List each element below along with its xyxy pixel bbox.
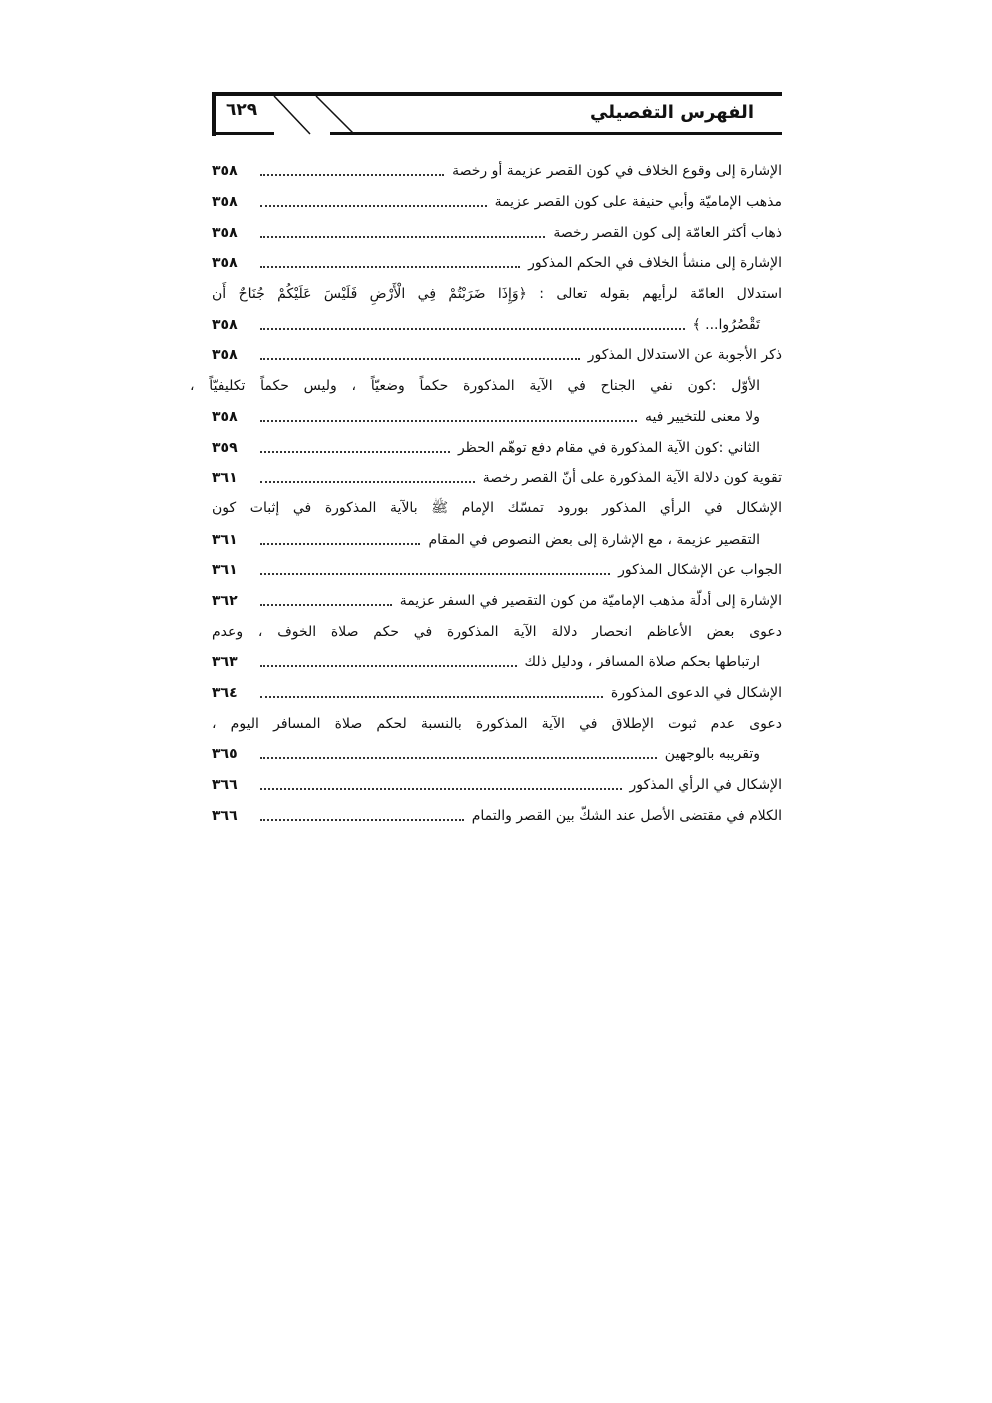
dot-leader: [260, 420, 637, 422]
toc-page-number: ٣٥٨: [212, 316, 238, 333]
dot-leader: [260, 358, 580, 360]
dot-leader: [260, 481, 475, 483]
toc-page-number: ٣٦١: [212, 470, 238, 487]
toc-page-number: ٣٦٣: [212, 654, 238, 671]
toc-entry: [212, 279, 782, 340]
toc-entry-text: التقصير عزيمة ، مع الإشارة إلى بعض النصوص في المقام: [420, 532, 782, 548]
dot-leader: [260, 236, 545, 238]
toc-page-number: ٣٦٥: [212, 746, 238, 763]
dot-leader: [260, 451, 450, 453]
dot-leader: [260, 174, 444, 176]
toc-page-number: ٣٦١: [212, 531, 238, 548]
toc-entry: [212, 708, 782, 769]
toc-entry: [212, 678, 782, 709]
toc-page-number: ٣٥٨: [212, 347, 238, 364]
toc-entry: [212, 340, 782, 371]
toc-page-number: ٣٦٦: [212, 777, 238, 794]
toc-page-number: ٣٦٢: [212, 592, 238, 609]
toc-entry: [212, 800, 782, 831]
toc-page-number: ٣٥٩: [212, 439, 238, 456]
toc-entry: [212, 187, 782, 218]
toc-entry-text: ارتباطها بحكم صلاة المسافر ، ودليل ذلك: [517, 654, 782, 670]
toc-entry-text: الإشارة إلى منشأ الخلاف في الحكم المذكور: [520, 255, 782, 271]
toc-page-number: ٣٦٦: [212, 807, 238, 824]
toc-entry-text: الأوّل :كون نفي الجناح في الآية المذكورة حكماً وضعيّاً ، وليس حكماً تكليفيّاً ،: [190, 378, 782, 394]
toc-entry: [212, 494, 782, 555]
toc-entry-text: مذهب الإماميّة وأبي حنيفة على كون القصر عزيمة: [487, 194, 782, 210]
toc-entry-text: الإشكال في الرأي المذكور بورود تمسّك الإمام ﷺ بالآية المذكورة في إثبات كون: [212, 499, 782, 519]
table-of-contents: [190, 156, 782, 831]
dot-leader: [260, 205, 487, 207]
toc-entry-text: وتقريبه بالوجهين: [657, 746, 782, 762]
toc-entry-text: الإشكال في الرأي المذكور: [622, 777, 782, 793]
toc-page-number: ٣٥٨: [212, 163, 238, 180]
dot-leader: [260, 788, 622, 790]
toc-entry: [212, 248, 782, 279]
toc-entry-text: ذهاب أكثر العامّة إلى كون القصر رخصة: [545, 225, 782, 241]
toc-page-number: ٣٥٨: [212, 408, 238, 425]
toc-entry-text: دعوى عدم ثبوت الإطلاق في الآية المذكورة بالنسبة لحكم صلاة المسافر اليوم ،: [212, 715, 782, 732]
toc-entry-text: الإشارة إلى وقوع الخلاف في كون القصر عزيمة أو رخصة: [444, 163, 782, 179]
toc-entry: [212, 586, 782, 617]
page-number: ٦٢٩: [226, 100, 258, 120]
toc-entry-text: الجواب عن الإشكال المذكور: [610, 562, 782, 578]
toc-entry: [212, 217, 782, 248]
toc-entry-text: دعوى بعض الأعاظم انحصار دلالة الآية المذكورة في حكم صلاة الخوف ، وعدم: [212, 623, 782, 640]
toc-entry: [212, 432, 782, 463]
toc-entry-text: ولا معنى للتخيير فيه: [637, 409, 782, 425]
dot-leader: [260, 757, 657, 759]
dot-leader: [260, 604, 392, 606]
toc-entry-text: الإشارة إلى أدلّة مذهب الإماميّة من كون التقصير في السفر عزيمة: [392, 593, 782, 609]
dot-leader: [260, 696, 603, 698]
toc-page-number: ٣٥٨: [212, 224, 238, 241]
toc-entry: [212, 616, 782, 677]
dot-leader: [260, 543, 420, 545]
toc-entry-text: الكلام في مقتضى الأصل عند الشكّ بين القصر والتمام: [464, 808, 782, 824]
dot-leader: [260, 573, 610, 575]
toc-page-number: ٣٥٨: [212, 194, 238, 211]
dot-leader: [260, 819, 464, 821]
toc-entry-text: تَقْصُرُوا... ﴾: [685, 317, 783, 333]
page-title: الفهرس التفصيلي: [590, 102, 754, 123]
toc-entry-text: ذكر الأجوبة عن الاستدلال المذكور: [580, 347, 782, 363]
toc-entry-text: تقوية كون دلالة الآية المذكورة على أنّ القصر رخصة: [475, 470, 782, 486]
dot-leader: [260, 266, 520, 268]
toc-entry: [212, 555, 782, 586]
dot-leader: [260, 665, 517, 667]
toc-page-number: ٣٦١: [212, 562, 238, 579]
toc-entry-text: الإشكال في الدعوى المذكورة: [603, 685, 782, 701]
toc-entry: [212, 770, 782, 801]
toc-entry-text: الثاني :كون الآية المذكورة في مقام دفع توهّم الحظر: [450, 440, 782, 456]
toc-entry: [212, 463, 782, 494]
page-header: [212, 92, 782, 136]
toc-entry: [212, 156, 782, 187]
toc-page-number: ٣٦٤: [212, 685, 238, 702]
toc-entry-text: استدلال العامّة لرأيهم بقوله تعالى : ﴿وَإِذَا ضَرَبْتُمْ فِي الْأَرْضِ فَلَيْسَ عَلَيْكُمْ جُنَاحٌ أَن: [212, 286, 782, 303]
dot-leader: [260, 328, 685, 330]
toc-page-number: ٣٥٨: [212, 255, 238, 272]
toc-entry: [190, 371, 782, 432]
